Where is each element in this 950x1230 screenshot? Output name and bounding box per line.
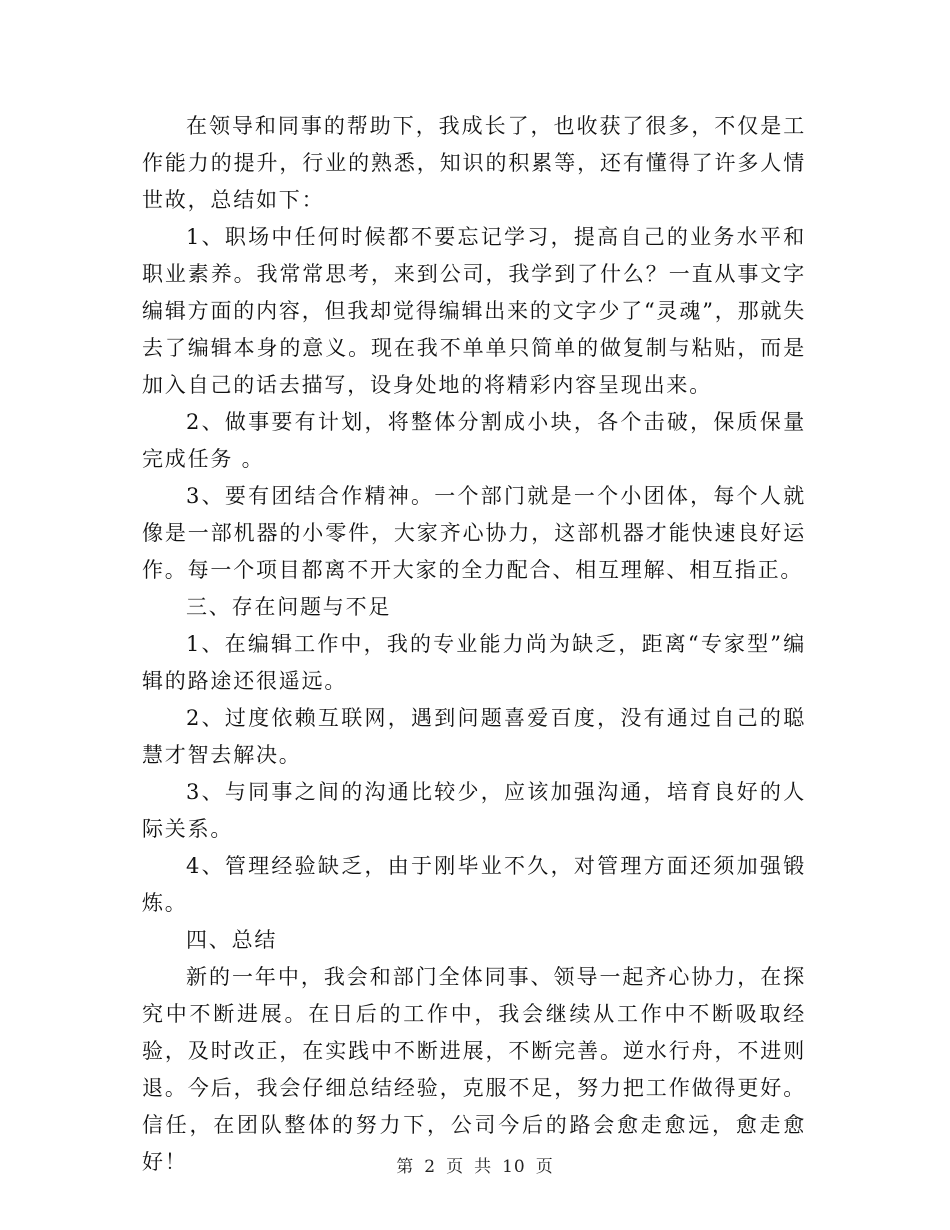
paragraph-intro: 在领导和同事的帮助下，我成长了，也收获了很多，不仅是工作能力的提升，行业的熟悉，知识的积累等，还有懂得了许多人情世故，总结如下：: [142, 114, 806, 212]
paragraph-problem-2: 2、过度依赖互联网，遇到问题喜爱百度，没有通过自己的聪慧才智去解决。: [142, 706, 806, 767]
current-page-number: 2: [424, 1157, 437, 1177]
footer-page-word: 页: [446, 1157, 465, 1177]
page-number-footer: [0, 1152, 950, 1177]
paragraph-point-2: 2、做事要有计划，将整体分割成小块，各个击破，保质保量完成任务 。: [142, 410, 806, 471]
section-heading-problems: 三、存在问题与不足: [186, 595, 392, 619]
paragraph-problem-3: 3、与同事之间的沟通比较少，应该加强沟通，培育良好的人际关系。: [142, 780, 806, 841]
footer-prefix: 第: [396, 1157, 415, 1177]
paragraph-summary: 新的一年中，我会和部门全体同事、领导一起齐心协力，在探究中不断进展。在日后的工作中，我会继续从工作中不断吸取经验，及时改正，在实践中不断进展，不断完善。逆水行舟，不进则退。今后，我会仔细总结经验，克服不足，努力把工作做得更好。信任，在团队整体的努力下，公司今后的路会愈走愈远，愈走愈好！: [142, 965, 806, 1174]
paragraph-problem-4: 4、管理经验缺乏，由于刚毕业不久，对管理方面还须加强锻炼。: [142, 854, 806, 915]
footer-total-word: 共: [474, 1157, 493, 1177]
paragraph-point-1: 1、职场中任何时候都不要忘记学习，提高自己的业务水平和职业素养。我常常思考，来到公司，我学到了什么？一直从事文字编辑方面的内容，但我却觉得编辑出来的文字少了“灵魂”，那就失去了编辑本身的意义。现在我不单单只简单的做复制与粘贴，而是加入自己的话去描写，设身处地的将精彩内容呈现出来。: [142, 225, 806, 397]
paragraph-point-3: 3、要有团结合作精神。一个部门就是一个小团体，每个人就像是一部机器的小零件，大家齐心协力，这部机器才能快速良好运作。每一个项目都离不开大家的全力配合、相互理解、相互指正。: [142, 484, 806, 582]
section-heading-summary: 四、总结: [186, 928, 278, 952]
document-body: [142, 108, 806, 1181]
paragraph-problem-1: 1、在编辑工作中，我的专业能力尚为缺乏，距离“专家型”编辑的路途还很遥远。: [142, 632, 806, 693]
total-pages-number: 10: [502, 1157, 526, 1177]
footer-suffix: 页: [535, 1157, 554, 1177]
